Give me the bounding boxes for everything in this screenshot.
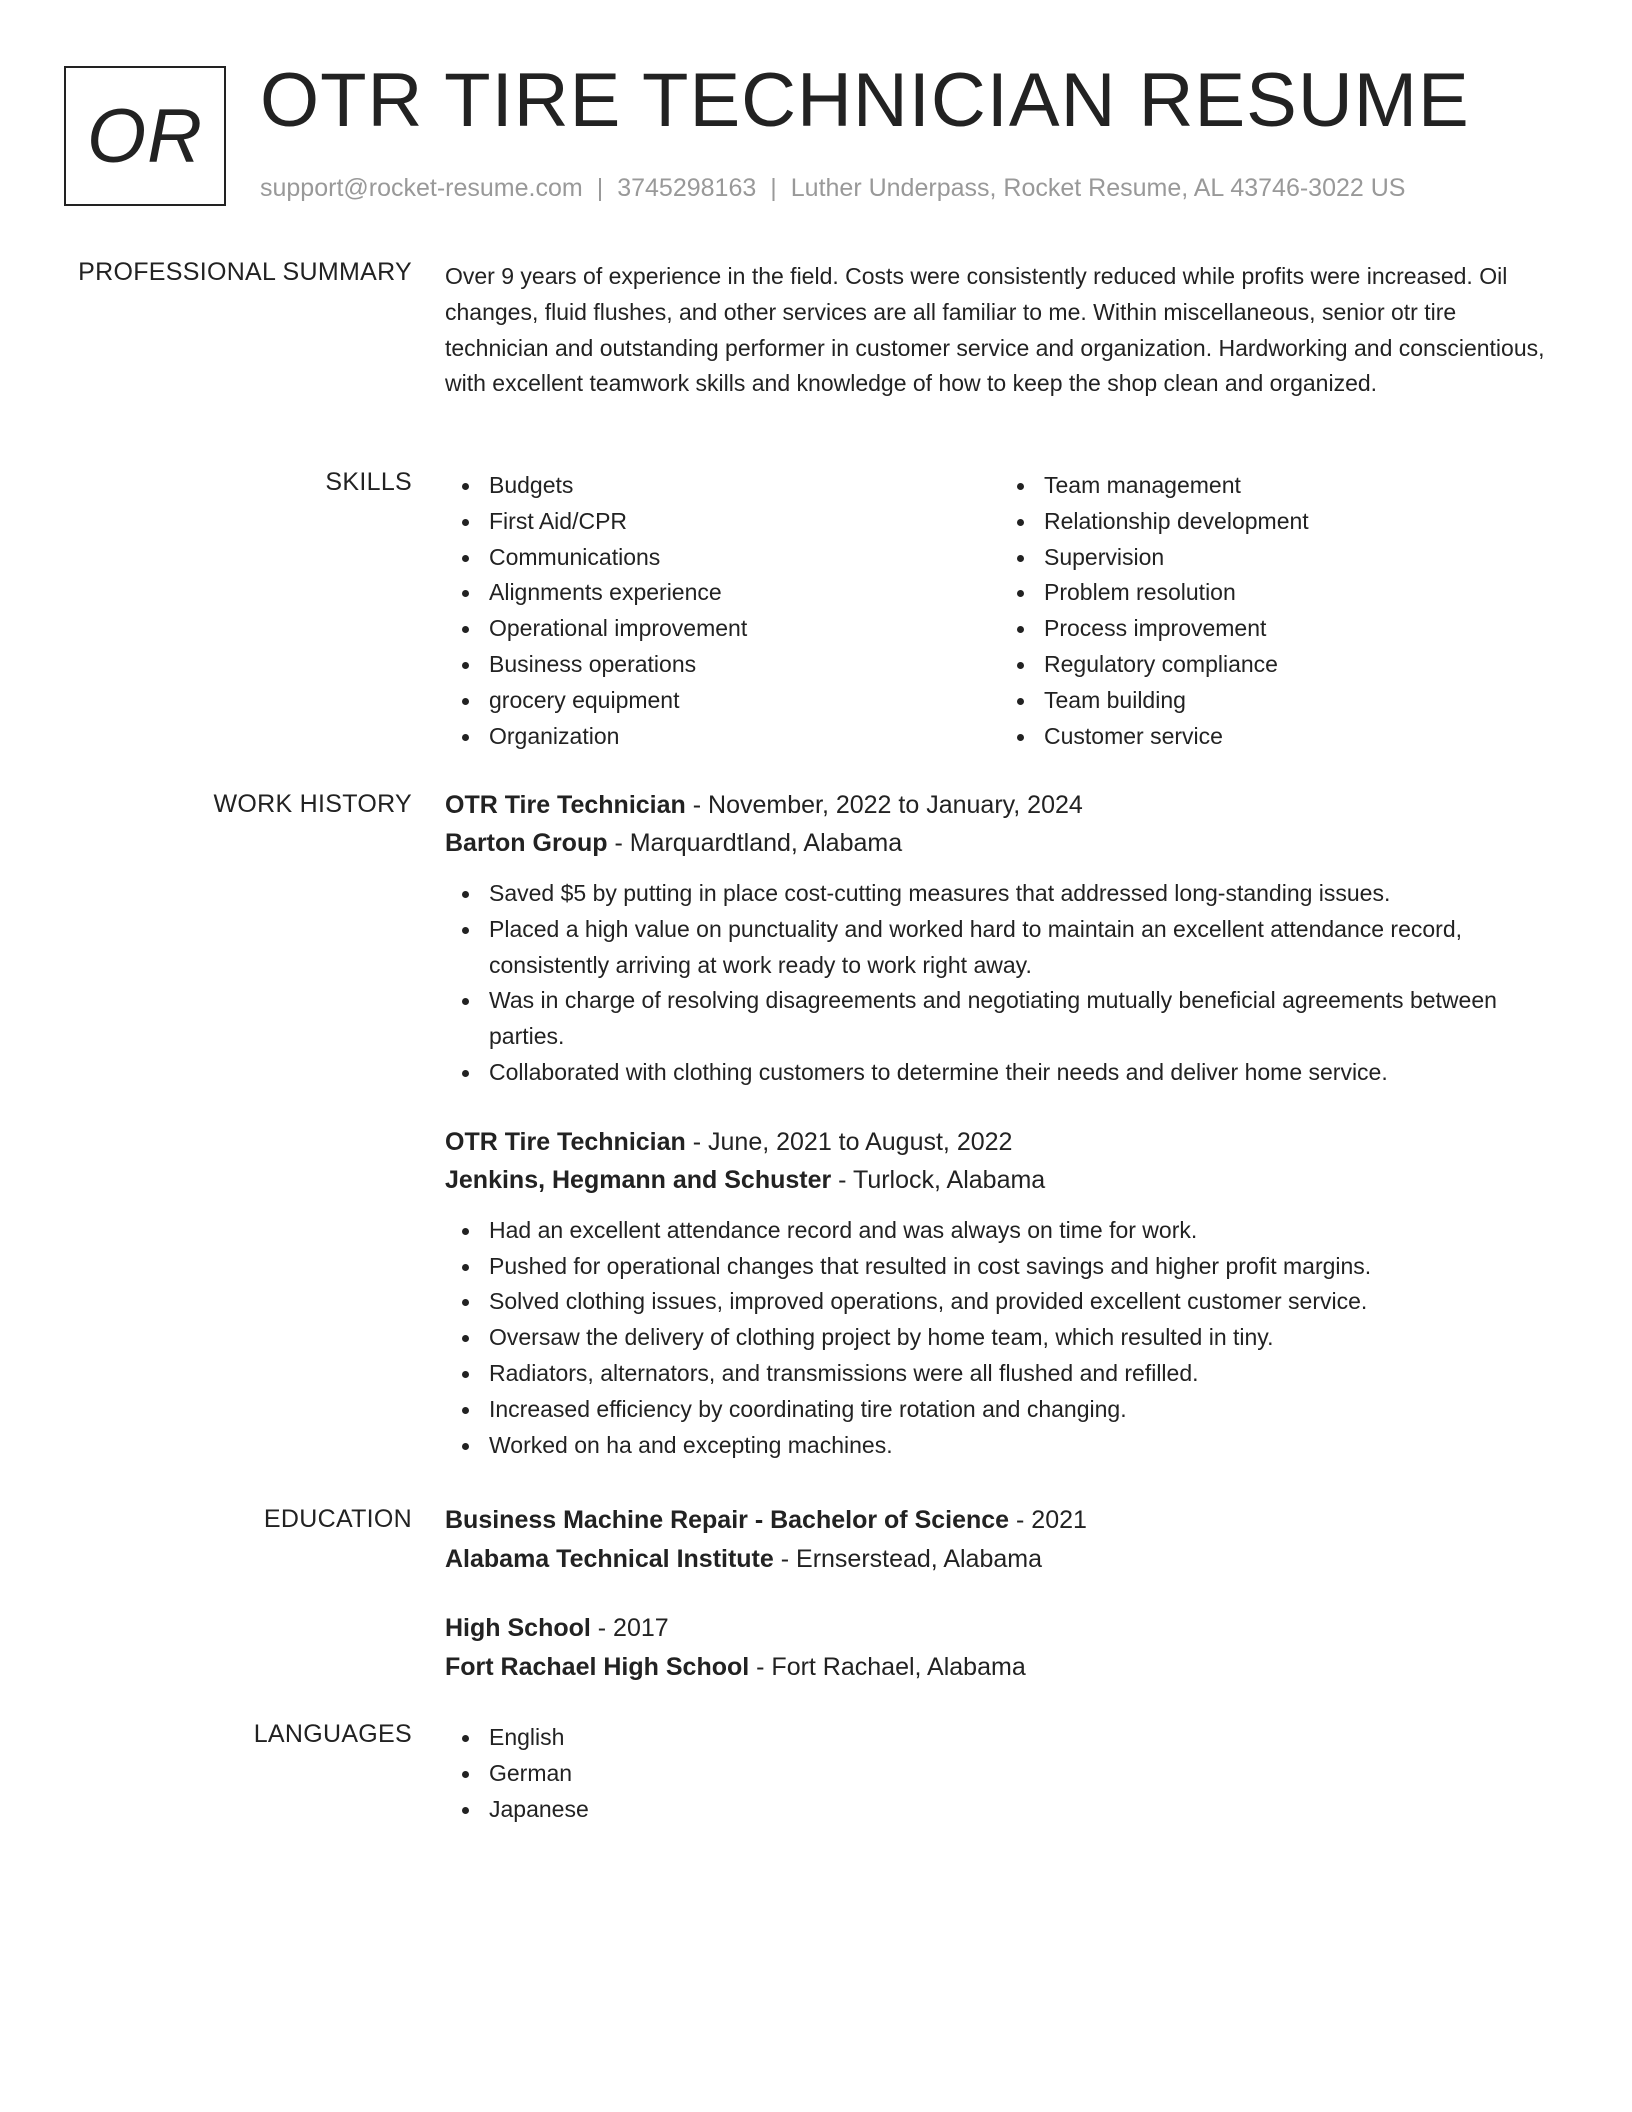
list-item: First Aid/CPR — [489, 504, 1000, 540]
job-location: - Turlock, Alabama — [831, 1165, 1046, 1194]
degree-name: High School — [445, 1614, 591, 1642]
school-name: Alabama Technical Institute — [445, 1545, 774, 1573]
list-item: Solved clothing issues, improved operations, and provided excellent customer service. — [489, 1284, 1555, 1320]
job-location: - Marquardtland, Alabama — [607, 829, 903, 857]
summary-text: Over 9 years of experience in the field. Costs were consistently reduced while profits were increased. Oil changes, fluid flushes, and other services are all familiar to me. Within miscellaneous, senior otr tire technician and outstanding performer in customer service and organization. Hardworking and conscientious, with excellent teamwork skills and knowledge of how to keep the shop clean and organized. — [445, 263, 1545, 397]
monogram-badge — [64, 66, 226, 206]
job-bullets — [445, 1213, 1555, 1464]
section-heading: SKILLS — [325, 468, 412, 496]
degree-year: - 2021 — [1009, 1506, 1087, 1534]
list-item: Saved $5 by putting in place cost-cutting measures that addressed long-standing issues. — [489, 876, 1555, 912]
job-title-line — [445, 786, 1555, 824]
list-item: Team management — [1044, 468, 1555, 504]
contact-phone[interactable]: 3745298163 — [617, 174, 757, 202]
list-item: Business operations — [489, 647, 1000, 683]
job-title: OTR Tire Technician — [445, 791, 686, 819]
list-item: Pushed for operational changes that resulted in cost savings and higher profit margins. — [489, 1249, 1555, 1285]
school-location: - Ernserstead, Alabama — [773, 1545, 1042, 1573]
list-item: Communications — [489, 540, 1000, 576]
section-heading: WORK HISTORY — [213, 790, 412, 818]
list-item: Relationship development — [1044, 504, 1555, 540]
list-item: Oversaw the delivery of clothing project by home team, which resulted in tiny. — [489, 1320, 1555, 1356]
education-entry — [445, 1609, 1555, 1686]
skills-list-right — [1000, 468, 1555, 754]
job-company: Barton Group — [445, 829, 608, 857]
school-name: Fort Rachael High School — [445, 1653, 750, 1681]
list-item: grocery equipment — [489, 683, 1000, 719]
list-item: English — [489, 1720, 1555, 1756]
list-item: Operational improvement — [489, 611, 1000, 647]
resume-title: OTR TIRE TECHNICIAN RESUME — [260, 58, 1470, 143]
contact-email[interactable]: support@rocket-resume.com — [260, 174, 583, 202]
degree-line — [445, 1609, 1555, 1647]
section-heading: PROFESSIONAL SUMMARY — [78, 258, 412, 286]
job-company-line — [445, 824, 1555, 862]
school-location: - Fort Rachael, Alabama — [749, 1653, 1026, 1681]
contact-line — [260, 174, 1405, 203]
job-title: OTR Tire Technician — [445, 1127, 686, 1156]
list-item: Placed a high value on punctuality and worked hard to maintain an excellent attendance record, consistently arriving at work ready to work right away. — [489, 912, 1555, 984]
job-dates: - June, 2021 to August, 2022 — [685, 1127, 1013, 1156]
degree-year: - 2017 — [590, 1614, 669, 1642]
degree-name: Business Machine Repair - Bachelor of Science — [445, 1506, 1010, 1534]
list-item: Collaborated with clothing customers to determine their needs and deliver home service. — [489, 1055, 1555, 1091]
job-company-line — [445, 1161, 1555, 1199]
school-line — [445, 1540, 1555, 1578]
list-item: Supervision — [1044, 540, 1555, 576]
list-item: Budgets — [489, 468, 1000, 504]
list-item: Regulatory compliance — [1044, 647, 1555, 683]
list-item: Process improvement — [1044, 611, 1555, 647]
school-line — [445, 1648, 1555, 1686]
job-title-line — [445, 1123, 1555, 1161]
skills-list-left — [445, 468, 1000, 754]
contact-separator: | — [770, 174, 777, 202]
list-item: Worked on ha and excepting machines. — [489, 1428, 1555, 1464]
list-item: Team building — [1044, 683, 1555, 719]
contact-address: Luther Underpass, Rocket Resume, AL 43746-3022 US — [790, 174, 1406, 202]
list-item: Had an excellent attendance record and was always on time for work. — [489, 1213, 1555, 1249]
list-item: Was in charge of resolving disagreements and negotiating mutually beneficial agreements between parties. — [489, 983, 1555, 1055]
list-item: Organization — [489, 719, 1000, 755]
languages-list — [445, 1720, 1555, 1827]
list-item: Alignments experience — [489, 575, 1000, 611]
job-entry — [445, 1123, 1555, 1464]
job-company: Jenkins, Hegmann and Schuster — [445, 1165, 832, 1194]
job-dates: - November, 2022 to January, 2024 — [685, 791, 1083, 819]
list-item: Radiators, alternators, and transmissions were all flushed and refilled. — [489, 1356, 1555, 1392]
degree-line — [445, 1501, 1555, 1539]
section-heading: LANGUAGES — [253, 1720, 412, 1748]
section-heading: EDUCATION — [263, 1505, 412, 1533]
education-entry — [445, 1501, 1555, 1578]
contact-separator: | — [596, 174, 604, 202]
list-item: Increased efficiency by coordinating tire rotation and changing. — [489, 1392, 1555, 1428]
list-item: German — [489, 1756, 1555, 1792]
list-item: Problem resolution — [1044, 575, 1555, 611]
monogram-initials: OR — [87, 93, 203, 179]
list-item: Customer service — [1044, 719, 1555, 755]
job-bullets — [445, 876, 1555, 1091]
job-entry — [445, 786, 1555, 1091]
list-item: Japanese — [489, 1792, 1555, 1828]
